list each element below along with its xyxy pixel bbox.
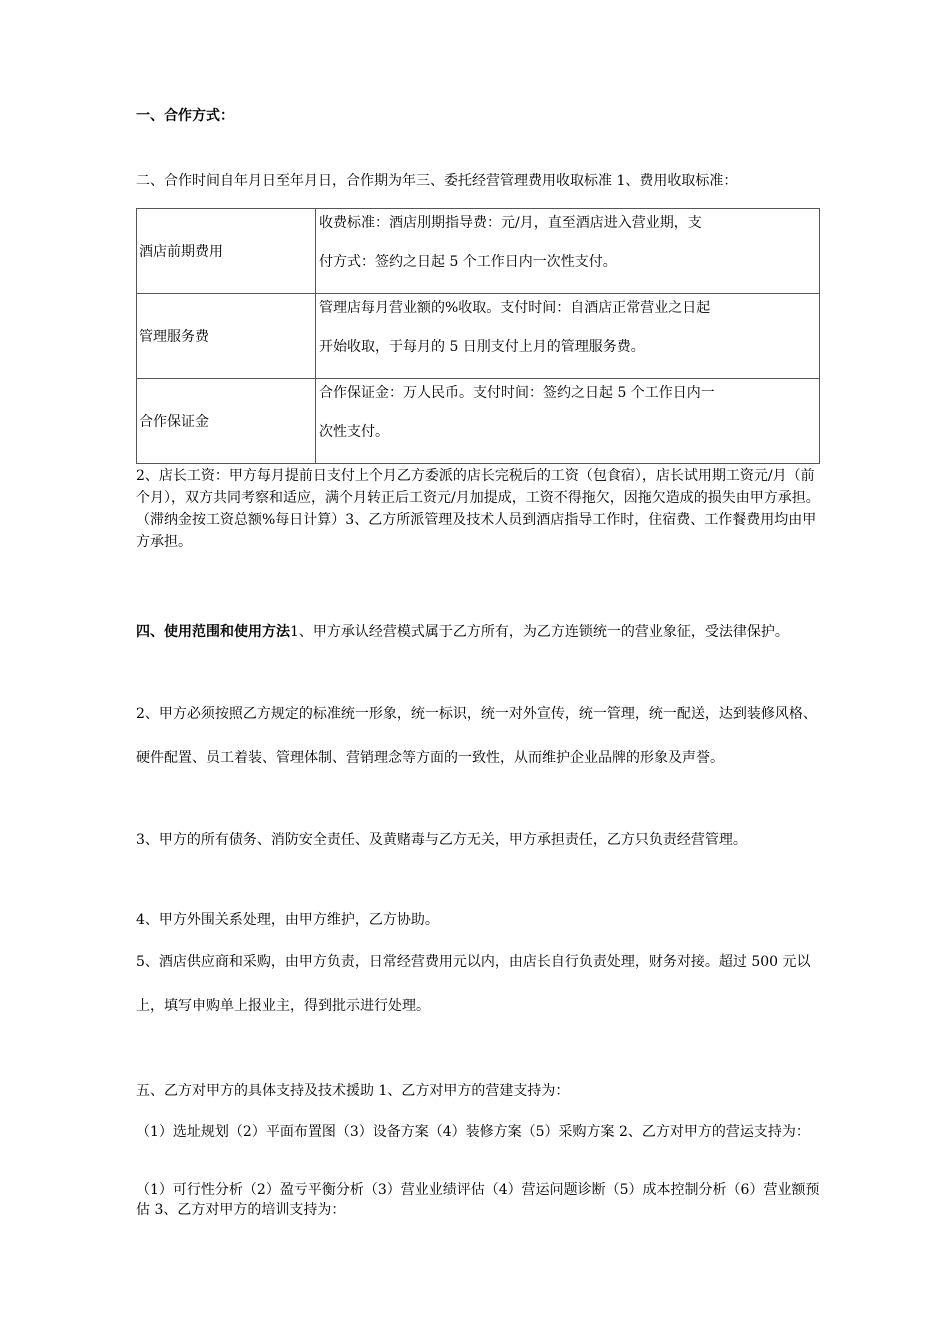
fee-desc-line: 开始收取，于每月的 5 日刖支付上月的管理服务费。 [319,339,645,355]
fee-desc-line: 管理店每月营业额的%收取。支付时间：自酒店正常营业之日起 [319,300,711,316]
paragraph-manager-wages: 2、店长工资：甲方每月提前日支付上个月乙方委派的店长完税后的工资（包食宿），店长试用期工资元/月（前个月），双方共同考察和适应，满个月转正后工资元/月加提成，工资不得拖欠，因拖欠造成的损失由甲方承担。（滞纳金按工资总额%每日计算）3、乙方所派管理及技术人员到酒店指导工作时，住宿费、工作餐费用均由甲方承担。 [136,468,820,550]
section-usage-scope [136,610,826,654]
fee-desc-line: 收费标准：酒店刖期指导费：元/月，直至酒店进入营业期，支 [319,215,702,231]
fee-desc-line: 次性支付。 [319,424,389,440]
paragraph-unified-image: 2、甲方必须按照乙方规定的标准统一形象，统一标识，统一对外宣传，统一管理，统一配送，达到装修风格、硬件配置、员工着装、管理体制、营销理念等方面的一致性，从而维护企业品牌的形象及声誉。 [136,706,817,766]
section-support-heading: 五、乙方对甲方的具体支持及技术援助 1、乙方对甲方的营建支持为： [136,1083,570,1099]
section-heading-usage-scope: 四、使用范围和使用方法 [136,624,290,640]
fee-desc-line: 付方式：签约之日起 5 个工作日内一次性支付。 [319,254,617,270]
section-line-cooperation-period: 二、合作时间自年月日至年月日，合作期为年三、委托经营管理费用收取标准 1、费用收取标准： [136,173,738,189]
paragraph-text: 1、甲方承认经营模式属于乙方所有，为乙方连锁统一的营业象征，受法律保护。 [290,624,789,640]
fee-name-cell: 合作保证金 [137,379,316,464]
fee-desc-cell [316,294,820,379]
table-row [137,209,820,294]
table-row [137,379,820,464]
table-row [137,294,820,379]
fee-name-cell: 酒店前期费用 [137,209,316,294]
paragraph-operation-support: （1）可行性分析（2）盈亏平衡分析（3）营业业绩评估（4）营运问题诊断（5）成本控制分析（6）营业额预估 3、乙方对甲方的培训支持为： [136,1182,820,1218]
section-heading-cooperation-mode: 一、合作方式： [136,108,234,124]
paragraph-suppliers: 5、酒店供应商和采购，由甲方负责，日常经营费用元以内，由店长自行负责处理，财务对接。超过 500 元以上，填写申购单上报业主，得到批示进行处理。 [136,954,811,1014]
paragraph-external-relations: 4、甲方外围关系处理，由甲方维护，乙方协助。 [136,912,439,928]
fee-desc-line: 合作保证金：万人民币。支付时间：签约之日起 5 个工作日内一 [319,385,715,401]
paragraph-construction-support: （1）选址规划（2）平面布置图（3）设备方案（4）装修方案（5）采购方案 2、乙方对甲方的营运支持为： [136,1124,810,1140]
fee-name-cell: 管理服务费 [137,294,316,379]
fee-desc-cell [316,379,820,464]
fee-standard-table [136,208,820,464]
paragraph-debts: 3、甲方的所有债务、消防安全责任、及黄赌毒与乙方无关，甲方承担责任，乙方只负责经营管理。 [136,832,747,848]
fee-desc-cell [316,209,820,294]
